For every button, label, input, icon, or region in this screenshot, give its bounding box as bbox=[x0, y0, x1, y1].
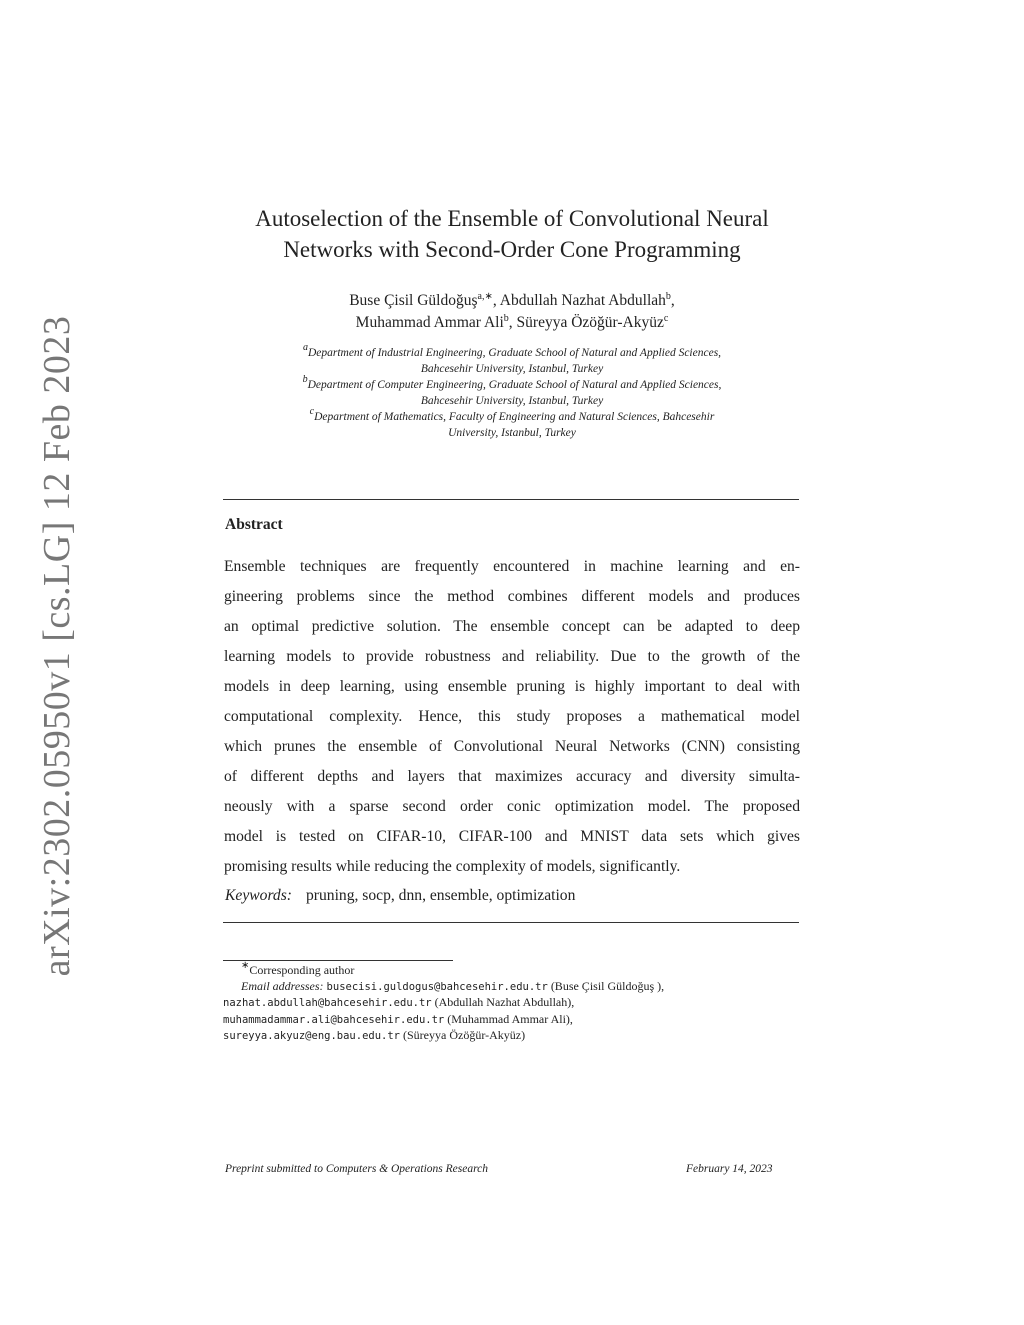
footer-date: February 14, 2023 bbox=[686, 1163, 773, 1175]
abstract-line: learning models to provide robustness and reliability. Due to the growth of the bbox=[224, 648, 800, 665]
abstract-line: Ensemble techniques are frequently encountered in machine learning and en- bbox=[224, 558, 800, 575]
email-person: (Abdullah Nazhat Abdullah), bbox=[431, 995, 575, 1009]
email-person: (Muhammad Ammar Ali), bbox=[444, 1011, 573, 1026]
affiliation-c bbox=[222, 406, 802, 441]
author-sup: a,∗ bbox=[477, 291, 493, 302]
author-line-2 bbox=[200, 312, 824, 334]
abstract-line: model is tested on CIFAR-10, CIFAR-100 and MNIST data sets which gives bbox=[224, 828, 800, 845]
footnote-rule bbox=[223, 960, 453, 961]
email-line bbox=[223, 1028, 803, 1045]
abstract-line: which prunes the ensemble of Convolutional Neural Networks (CNN) consisting bbox=[224, 738, 800, 755]
abstract-line: an optimal predictive solution. The ensemble concept can be adapted to deep bbox=[224, 618, 800, 635]
author-sup: b bbox=[503, 313, 509, 324]
abstract-line: of different depths and layers that maximizes accuracy and diversity simulta- bbox=[224, 768, 800, 785]
paper-title bbox=[200, 203, 824, 265]
affiliation-a bbox=[222, 342, 802, 377]
author-name: Buse Çisil Güldoğuş bbox=[349, 292, 478, 309]
email-link[interactable]: sureyya.akyuz@eng.bau.edu.tr bbox=[223, 1030, 401, 1042]
email-line bbox=[223, 995, 803, 1012]
email-person: (Süreyya Özöğür-Akyüz) bbox=[400, 1028, 526, 1042]
affiliation-sup: c bbox=[309, 406, 315, 417]
keywords-label: Keywords: bbox=[225, 887, 292, 904]
author-sup: b bbox=[665, 291, 671, 302]
abstract-bottom-rule bbox=[223, 922, 799, 923]
keywords bbox=[225, 887, 575, 905]
email-line bbox=[223, 979, 803, 996]
email-link[interactable]: nazhat.abdullah@bahcesehir.edu.tr bbox=[223, 997, 432, 1009]
arxiv-stamp: arXiv:2302.05950v1 [cs.LG] 12 Feb 2023 bbox=[36, 315, 78, 977]
title-line-1: Autoselection of the Ensemble of Convolutional Neural bbox=[255, 206, 769, 231]
keywords-value: pruning, socp, dnn, ensemble, optimization bbox=[306, 887, 576, 904]
affiliation-b bbox=[222, 374, 802, 409]
email-person: (Buse Çisil Güldoğuş ), bbox=[547, 978, 665, 993]
email-label: Email addresses: bbox=[241, 978, 324, 993]
author-name: Abdullah Nazhat Abdullah bbox=[499, 292, 666, 309]
affiliation-line: University, Istanbul, Turkey bbox=[448, 427, 576, 439]
author-sup: c bbox=[663, 313, 669, 324]
email-line bbox=[223, 1012, 803, 1029]
affiliation-line: Department of Computer Engineering, Graduate School of Natural and Applied Sciences, bbox=[307, 379, 722, 391]
title-line-2: Networks with Second-Order Cone Programming bbox=[283, 237, 741, 262]
author-list bbox=[200, 290, 824, 334]
affiliations bbox=[222, 342, 802, 441]
abstract-line: promising results while reducing the complexity of models, significantly. bbox=[224, 858, 681, 875]
author-sep: , bbox=[508, 314, 517, 331]
abstract-heading: Abstract bbox=[225, 516, 283, 533]
email-link[interactable]: busecisi.guldogus@bahcesehir.edu.tr bbox=[326, 980, 548, 993]
corresponding-mark: ∗ bbox=[241, 960, 250, 971]
affiliation-sup: a bbox=[302, 342, 308, 353]
abstract-top-rule bbox=[223, 499, 799, 500]
email-link[interactable]: muhammadammar.ali@bahcesehir.edu.tr bbox=[223, 1013, 445, 1026]
author-name: Muhammad Ammar Ali bbox=[355, 314, 504, 331]
abstract-body bbox=[224, 552, 800, 882]
corresponding-text: Corresponding author bbox=[249, 963, 355, 977]
author-sep: , bbox=[670, 292, 675, 309]
affiliation-line: Department of Mathematics, Faculty of Engineering and Natural Sciences, Bahcesehir bbox=[314, 411, 715, 423]
preprint-footer: Preprint submitted to Computers & Operations Research bbox=[225, 1163, 488, 1175]
author-line-1 bbox=[200, 290, 824, 312]
abstract-line: gineering problems since the method combines different models and produces bbox=[224, 588, 800, 605]
affiliation-line: Bahcesehir University, Istanbul, Turkey bbox=[420, 395, 604, 407]
abstract-line: models in deep learning, using ensemble pruning is highly important to deal with bbox=[224, 678, 800, 695]
author-sep: , bbox=[492, 292, 500, 309]
affiliation-line: Department of Industrial Engineering, Graduate School of Natural and Applied Sciences, bbox=[307, 347, 722, 359]
author-name: Süreyya Özöğür-Akyüz bbox=[516, 314, 664, 331]
affiliation-line: Bahcesehir University, Istanbul, Turkey bbox=[420, 363, 604, 375]
corresponding-author-note bbox=[223, 960, 803, 979]
abstract-line: neously with a sparse second order conic optimization model. The proposed bbox=[224, 798, 800, 815]
affiliation-sup: b bbox=[302, 374, 308, 385]
footnotes bbox=[223, 960, 803, 1045]
abstract-line: computational complexity. Hence, this study proposes a mathematical model bbox=[224, 708, 800, 725]
